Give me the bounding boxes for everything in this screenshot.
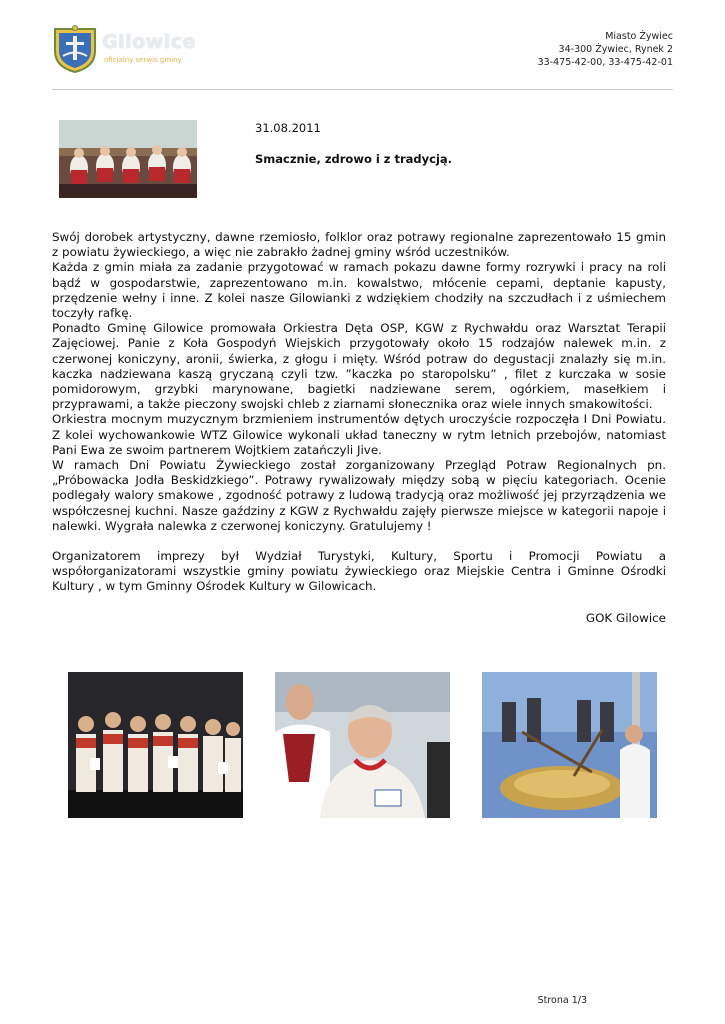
gallery-photo-women-portrait xyxy=(275,672,450,818)
article-paragraph: Swój dorobek artystyczny, dawne rzemiosło, folklor oraz potrawy regionalne zaprezentowało 15 gmin z powiatu żywieckiego, a więc nie zabrakło żadnej gminy wśród uczestników. xyxy=(52,230,666,260)
article-paragraph: Organizatorem imprezy był Wydział Turystyki, Kultury, Sportu i Promocji Powiatu a współorganizatorami wszystkie gminy powiatu żywieckiego oraz Miejskie Centra i Gminne Ośrodki Kultury , w tym Gminny Ośrodek Kultury w Gilowicach. xyxy=(52,549,666,594)
article-paragraph: Orkiestra mocnym muzycznym brzmieniem instrumentów dętych uroczyście rozpoczęła I Dni Powiatu. Z kolei wychowankowie WTZ Gilowice wykonali układ taneczny w rytm letnich przebojów, natomiast Pani Ewa ze swoim partnerem Wojtkiem zatańczyli Jive. xyxy=(52,412,666,457)
logo-tagline: oficjalny serwis gminy xyxy=(104,56,182,64)
gallery-photo-choir xyxy=(68,672,243,818)
page-number: Strona 1/3 xyxy=(537,995,587,1006)
gallery-photo-threshing-demo xyxy=(482,672,657,818)
article-thumbnail-photo xyxy=(59,120,197,198)
article-paragraph: W ramach Dni Powiatu Żywieckiego został zorganizowany Przegląd Potraw Regionalnych pn. „Próbowacka Jodła Beskidzkiego”. Potrawy rywalizowały między sobą w pięciu kategoriach. Ocenie podlegały walory smakowe , zgodność potrawy z ludową tradycją oraz możliwość jej przyrządzenia we współczesnej kuchni. Nasze gaździny z KGW z Rychwałdu zajęły pierwsze miejsce w kategorii napoje i nalewki. Wygrała nalewka z czerwonej koniczyny. Gratulujemy ! xyxy=(52,458,666,533)
logo-wordmark: Gilowice xyxy=(102,31,196,53)
article-paragraph: Ponadto Gminę Gilowice promowała Orkiestra Dęta OSP, KGW z Rychwałdu oraz Warsztat Terapii Zajęciowej. Panie z Koła Gospodyń Wiejskich przygotowały około 15 rodzajów nalewek m.in. z czerwonej koniczyny, aronii, świerka, z głogu i mięty. Wśród potraw do degustacji znalazły się m.in. kaczka nadziewana kaszą gryczaną czyli tzw. ”kaczka po staropolsku” , filet z kurczaka w sosie pomidorowym, grzybki marynowane, bagietki nadziewane serem, ogórkiem, masełkiem i przyprawami, a także pieczony swojski chleb z ziarnami słonecznika oraz wiele innych smakowitości. xyxy=(52,321,666,412)
article-title: Smacznie, zdrowo i z tradycją. xyxy=(255,152,453,166)
address-line-street: 34-300 Żywiec, Rynek 2 xyxy=(558,44,673,55)
header-divider xyxy=(52,89,673,90)
header-address xyxy=(538,30,673,69)
address-line-city: Miasto Żywiec xyxy=(605,31,673,42)
gilowice-coat-of-arms-logo xyxy=(52,25,98,73)
address-line-phone: 33-475-42-00, 33-475-42-01 xyxy=(537,57,673,68)
article-body xyxy=(52,230,666,595)
article-date: 31.08.2011 xyxy=(255,121,321,135)
article-signature: GOK Gilowice xyxy=(585,611,666,625)
article-paragraph: Każda z gmin miała za zadanie przygotować w ramach pokazu dawne formy rozrywki i pracy na roli bądź w gospodarstwie, zaprezentowano m.in. kowalstwo, młócenie cepami, deptanie kapusty, przędzenie wełny i inne. Z kolei nasze Gilowianki z wdziękiem chodziły na szczudłach i z uśmiechem toczyły rafkę. xyxy=(52,260,666,321)
